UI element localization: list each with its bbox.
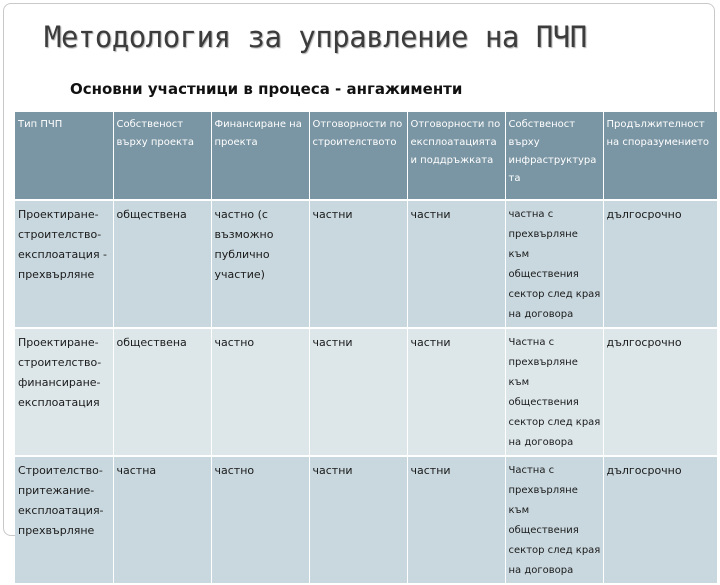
cell-agreement-duration: дългосрочно [603,200,717,328]
cell-ppp-type: Проектиране- строителство- финансиране- експлоатация [15,328,113,456]
cell-operation-responsibility: частни [407,328,505,456]
cell-project-ownership: обществена [113,200,211,328]
table-row [15,456,717,584]
slide-subtitle: Основни участници в процеса - ангажименти [70,80,463,98]
cell-operation-responsibility: частни [407,456,505,584]
cell-ppp-type: Проектиране- строителство- експлоатация - прехвърляне [15,200,113,328]
cell-construction-responsibility: частни [309,200,407,328]
table-header-row [15,112,717,200]
cell-construction-responsibility: частни [309,328,407,456]
cell-ppp-type: Строителство- притежание- експлоатация- прехвърляне [15,456,113,584]
ppp-participants-table [15,112,718,585]
header-infrastructure-ownership: Собственост върху инфраструктурата [505,112,603,200]
cell-infrastructure-ownership: Частна с прехвърляне към обществения сектор след края на договора [505,456,603,584]
cell-infrastructure-ownership: Частна с прехвърляне към обществения сектор след края на договора [505,328,603,456]
table-row [15,200,717,328]
cell-operation-responsibility: частни [407,200,505,328]
header-project-financing: Финансиране на проекта [211,112,309,200]
cell-agreement-duration: дългосрочно [603,328,717,456]
header-project-ownership: Собственост върху проекта [113,112,211,200]
cell-project-financing: частно (с възможно публично участие) [211,200,309,328]
table-row [15,328,717,456]
slide-title: Методология за управление на ПЧП [44,20,587,54]
header-ppp-type: Тип ПЧП [15,112,113,200]
cell-construction-responsibility: частни [309,456,407,584]
cell-project-ownership: частна [113,456,211,584]
cell-agreement-duration: дългосрочно [603,456,717,584]
cell-project-financing: частно [211,456,309,584]
cell-infrastructure-ownership: частна с прехвърляне към обществения сектор след края на договора [505,200,603,328]
header-agreement-duration: Продължителност на споразумението [603,112,717,200]
header-construction-responsibility: Отговорности по строителството [309,112,407,200]
cell-project-ownership: обществена [113,328,211,456]
cell-project-financing: частно [211,328,309,456]
header-operation-responsibility: Отговорности по експлоатацията и поддръжката [407,112,505,200]
